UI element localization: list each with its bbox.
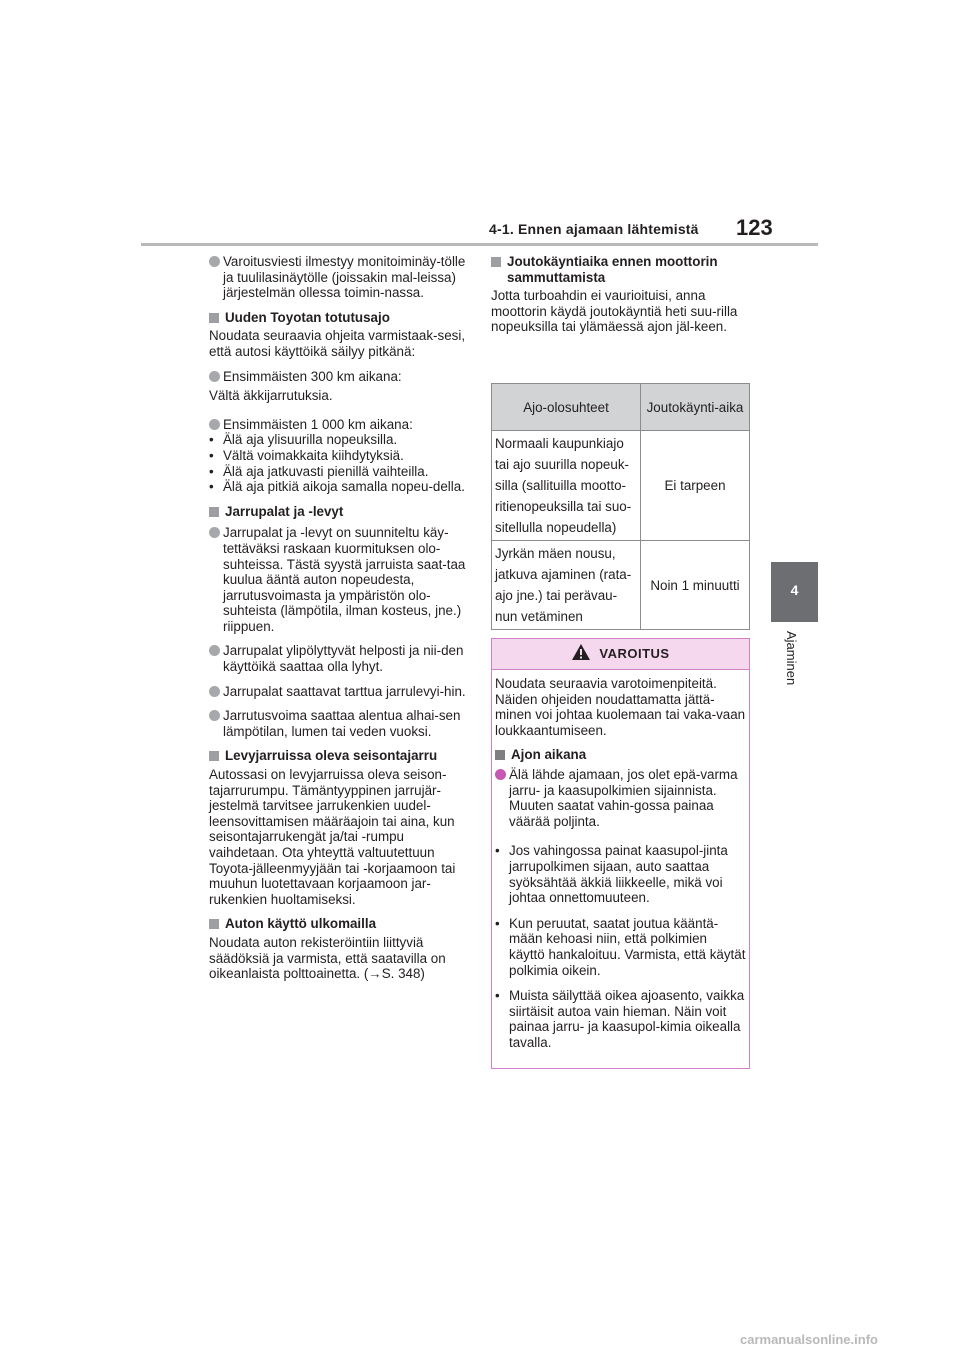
table-cell-condition: Jyrkän mäen nousu, jatkuva ajaminen (rata-ajo jne.) tai perävau-nun vetäminen <box>492 541 641 630</box>
warning-item: Älä lähde ajamaan, jos olet epä-varma jarru- ja kaasupolkimien sijainnista. Muuten saatat vahin-gossa painaa väärää poljinta. <box>495 767 746 829</box>
abroad-text: Noudata auton rekisteröintiin liittyviä säädöksiä ja varmista, että saatavilla on oikeanlaista polttoainetta. (→S. 348) <box>209 934 446 982</box>
parking-brake-text: Autossasi on levyjarruissa oleva seison-tajarrurumpu. Tämäntyyppinen jarrujär-jestelmä tarvitsee jarrukenkien uudel-leensovittamisen määräajoin tai aina, kun seisontajarrukengät ja/tai -rumpu vaihdetaan. Ota yhteyttä valtuutettuun Toyota-jälleenmyyjään tai -korjaamoon tai muuhun luotettavaan korjaamoon jar-rukenkien huoltamiseksi. <box>209 767 456 907</box>
idle-heading: Joutokäyntiaika ennen moottorin sammuttamista <box>491 254 753 285</box>
first-300-item: Ensimmäisten 300 km aikana: <box>209 369 471 385</box>
chapter-tab <box>771 562 818 622</box>
brakes-item: Jarrupalat saattavat tarttua jarrulevyi-hin. <box>209 684 471 700</box>
brakes-item: Jarrupalat ja -levyt on suunniteltu käy-tettäväksi raskaan kuormituksen olo-suhteissa. Tästä syystä jarruista saat-taa kuulua ääntä auton nopeudesta, jarrutusvoimasta ja ympäristön olo-suhteista (lämpötila, ilman kosteus, jne.) riippuen. <box>209 525 471 634</box>
column-header-idle-time: Joutokäynti-aika <box>641 384 750 431</box>
break-in-bullets <box>209 432 471 494</box>
section-title: 4-1. Ennen ajamaan lähtemistä <box>489 221 699 237</box>
watermark: carmanualsonline.info <box>740 1332 878 1347</box>
table-row <box>492 541 750 630</box>
table-cell-condition: Normaali kaupunkiajo tai ajo suurilla nopeuk-silla (sallituilla mootto-ritienopeuksilla tai suo-sitellulla nopeudella) <box>492 431 641 541</box>
chapter-label: Ajaminen <box>784 631 799 686</box>
abroad-heading: Auton käyttö ulkomailla <box>209 916 471 932</box>
list-item: • Älä aja ylisuurilla nopeuksilla. <box>209 432 471 448</box>
warning-intro: Noudata seuraavia varotoimenpiteitä. Näiden ohjeiden noudattamatta jättä-minen voi johtaa kuolemaan tai vaka-vaan loukkaantumiseen. <box>495 676 746 738</box>
first-1000-item: Ensimmäisten 1 000 km aikana: <box>209 417 471 433</box>
list-item: • Älä aja jatkuvasti pienillä vaihteilla. <box>209 464 471 480</box>
warning-heading: Ajon aikana <box>495 747 746 763</box>
page-number: 123 <box>736 215 773 240</box>
parking-brake-heading: Levyjarruissa oleva seisontajarru <box>209 748 471 764</box>
idle-text: Jotta turboahdin ei vaurioituisi, anna moottorin käydä joutokäyntiä heti suu-rilla nopeuksilla tai ylämäessä ajon jäl-keen. <box>491 288 738 335</box>
left-column <box>209 254 471 991</box>
idle-time-table <box>491 383 750 630</box>
table-cell-time: Noin 1 minuutti <box>641 541 750 630</box>
warning-triangle-icon <box>571 643 591 665</box>
warning-bullets <box>495 843 746 1050</box>
break-in-heading: Uuden Toyotan totutusajo <box>209 310 471 326</box>
warning-title: VAROITUS <box>599 646 670 662</box>
right-column <box>491 254 753 344</box>
break-in-intro: Noudata seuraavia ohjeita varmistaak-sesi, että autosi käyttöikä säilyy pitkänä: <box>209 328 466 359</box>
brakes-heading: Jarrupalat ja -levyt <box>209 504 471 520</box>
first-300-text: Vältä äkkijarrutuksia. <box>209 388 333 404</box>
list-item: • Jos vahingossa painat kaasupol-jinta jarrupolkimen sijaan, auto saattaa syöksähtää äkkiä liikkeelle, mikä voi johtaa onnettomuuteen. <box>495 843 746 905</box>
list-item: • Vältä voimakkaita kiihdytyksiä. <box>209 448 471 464</box>
table-row <box>492 431 750 541</box>
warning-message-item: Varoitusviesti ilmestyy monitoiminäy-tölle ja tuulilasinäytölle (joissakin mal-leissa) järjestelmän ollessa toimin-nassa. <box>209 254 471 301</box>
table-header-row <box>492 384 750 431</box>
warning-body <box>492 670 749 1050</box>
chapter-number: 4 <box>790 582 799 598</box>
column-header-conditions: Ajo-olosuhteet <box>492 384 641 431</box>
warning-header <box>492 639 749 670</box>
header-divider <box>141 243 818 246</box>
brakes-item: Jarrutusvoima saattaa alentua alhai-sen lämpötilan, lumen tai veden vuoksi. <box>209 708 471 739</box>
list-item: • Älä aja pitkiä aikoja samalla nopeu-della. <box>209 479 471 495</box>
table-cell-time: Ei tarpeen <box>641 431 750 541</box>
brakes-item: Jarrupalat ylipölyttyvät helposti ja nii-den käyttöikä saattaa olla lyhyt. <box>209 643 471 674</box>
warning-box <box>491 638 750 1069</box>
list-item: • Kun peruutat, saatat joutua kääntä-mään kehoasi niin, että polkimien käyttö hankaloituu. Varmista, että käytät polkimia oikein. <box>495 916 746 978</box>
list-item: • Muista säilyttää oikea ajoasento, vaikka siirtäisit autoa vain hieman. Näin voit painaa jarru- ja kaasupol-kimia oikealla tavalla. <box>495 988 746 1050</box>
